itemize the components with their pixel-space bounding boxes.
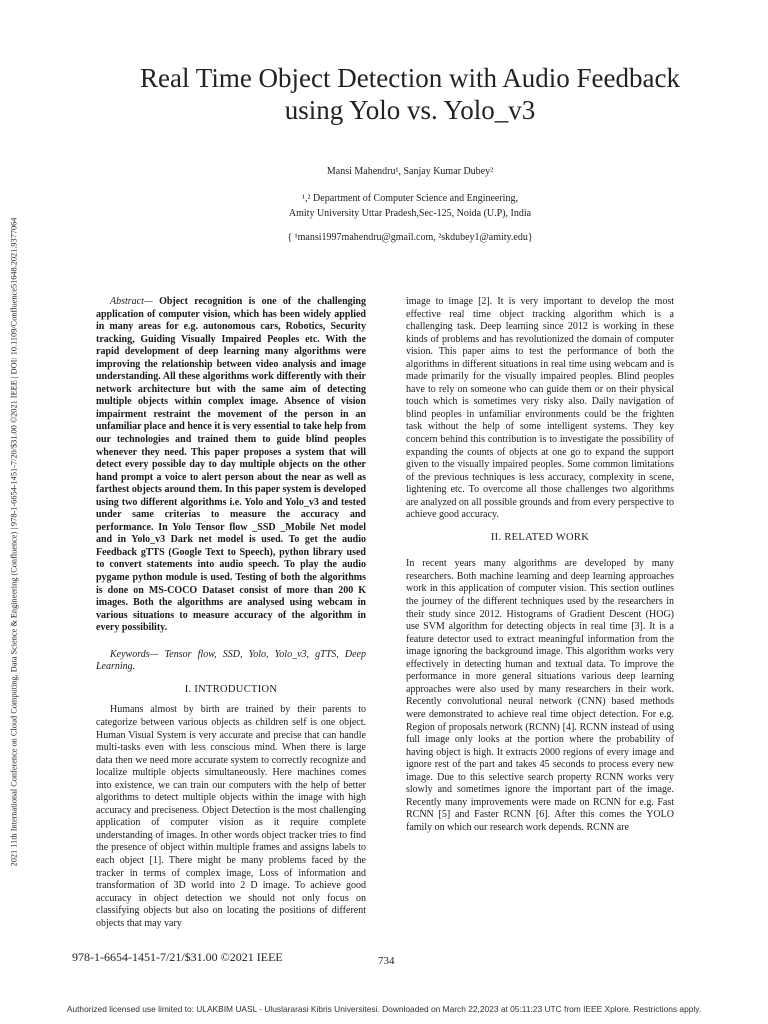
affiliation-dept: ¹,² Department of Computer Science and Engineering,: [302, 193, 518, 204]
doi-sidebar-text: 2021 11th International Conference on Cloud Computing, Data Science & Engineering (Confluence) | 978-1-6654-1451-7/20/$31.00 ©2021 IEEE | DOI: 10.1109/Confluence51648.2021.9377064: [9, 217, 19, 867]
related-work-paragraph: In recent years many algorithms are developed by many researchers. Both machine learning and deep learning approaches work in this application of computer vision. This section outlines the journey of the different techniques used by the researchers in their study since 2012. Histograms of Gradient Descent (HOG) use SVM algorithm for detecting objects in real time [3]. It is a feature detector used to extract meaningful information from the image ignoring the background image. This algorithm works very effectively in detecting human and textual data. To improve the performance in more general situations various deep learning approaches were also used by many researchers in their work. Recently convolutional neural network (CNN) based methods were demonstrated to achieve real time object detection. For e.g. Region of proposals network (RCNN) [4]. RCNN instead of using full image only looks at the portion where the probability of having object is high. It extracts 2000 regions of every image and ignore rest of the part and takes 45 seconds to process every new image. Due to this selective search property RCNN works very slowly and sometimes ignore the important part of the image. Recently many improvements were made on RCNN for e.g. Fast RCNN [5] and Faster RCNN [6]. After this comes the YOLO family on which our research work depends. RCNN are: [406, 558, 674, 833]
footer-isbn: 978-1-6654-1451-7/21/$31.00 ©2021 IEEE: [72, 950, 283, 964]
right-column: [406, 296, 674, 834]
abstract-body: Object recognition is one of the challenging application of computer vision, which has been widely applied in many areas for e.g. autonomous cars, Robotics, Security tracking, Guiding Visually Impaired Peoples etc. With the rapid development of deep learning many algorithms were improving the relationship between video analysis and image understanding. All these algorithms work differently with their network architecture but with the same aim of detecting multiple objects within complex image. Absence of vision impairment restraint the movement of the person in an unfamiliar place and hence it is very essential to take help from our technologies and trained them to guide blind peoples whenever they need. This paper proposes a system that will detect every possible day to day multiple objects on the other hand prompt a voice to alert person about the near as well as farthest objects around them. In this paper system is developed using two different algorithms i.e. Yolo and Yolo_v3 and tested under same criterias to measure the accuracy and performance. In Yolo Tensor flow _SSD _Mobile Net model and in Yolo_v3 Dark net model is used. To get the audio Feedback gTTS (Google Text to Speech), python library used to convert statements into audio speech. To play the audio pygame python module is used. Testing of both the algorithms is done on MS-COCO Dataset consist of more than 200 K images. Both the algorithms are analysed using webcam in various situations to measure accuracy of the algorithm in every possibility.: [96, 296, 366, 634]
license-notice: Authorized licensed use limited to: ULAKBIM UASL - Uluslararasi Kibris Universitesi. Downloaded on March 22,2023 at 05:11:23 UTC from IEEE Xplore. Restrictions apply.: [66, 1004, 702, 1014]
page-number: 734: [378, 955, 395, 967]
col2-paragraph-1: image to image [2]. It is very important to develop the most effective real time object tracking algorithm which is a challenging task. Deep learning since 2012 is working in these kinds of problems and has revolutionized the domain of computer vision. This paper aims to test the performance of both the algorithms in different situations in real time using webcam and is made primarily for the visually impaired peoples. Blind peoples have to rely on someone who can guide them or on their physical touch which is sometimes very risky also. Daily navigation of blind peoples in unfamiliar environments could be the frighten task without the help of some intelligent systems. They key concern behind this contribution is to investigate the possibility of expanding the counts of objects at one go to expand the support given to the visually impaired peoples. Some common limitations of the previous techniques is less accuracy, complexity in scene, lightening etc. To overcome all those challenges two algorithms are analyzed on all possible grounds and from every perspective to achieve good accuracy.: [406, 296, 674, 521]
section-heading-introduction: I. INTRODUCTION: [184, 683, 278, 695]
left-column: [96, 296, 366, 930]
section-heading-related-work: II. RELATED WORK: [490, 531, 590, 543]
introduction-paragraph: Humans almost by birth are trained by their parents to categorize between various objects as children self is one object. Human Visual System is very accurate and precise that can handle multi-tasks even with less conscious mind. When there is large data then we need more accurate system to correctly recognize and localize multiple objects simultaneously. Here machines comes into existence, we can train our computers with the help of better algorithms to detect multiple objects within the image with high accuracy and preciseness. Object Detection is the most challenging application of computer vision as it require complete understanding of images. In other words object tracker tries to find the presence of object within multiple frames and assigns labels to each object [1]. There might be many problems faced by the tracker in terms of complex image, Loss of information and transformation of 3D world into 2 D image. To achieve good accuracy in object detection we should not only focus on classifying objects but also on locating the positions of different objects that may vary: [96, 704, 366, 929]
title-line-2: using Yolo vs. Yolo_v3: [284, 95, 536, 125]
doi-sidebar: [0, 0, 28, 1024]
abstract-label: Abstract—: [110, 296, 160, 307]
affiliation-univ: Amity University Uttar Pradesh,Sec-125, Noida (U.P), India: [288, 208, 532, 219]
authors: Mansi Mahendru¹, Sanjay Kumar Dubey²: [326, 166, 494, 177]
paper-title: [60, 62, 760, 126]
keywords: Keywords— Tensor flow, SSD, Yolo, Yolo_v3, gTTS, Deep Learning.: [96, 648, 366, 673]
author-emails: { ¹mansi1997mahendru@gmail.com, ²skdubey1@amity.edu}: [287, 232, 533, 243]
abstract: [96, 296, 366, 635]
title-line-1: Real Time Object Detection with Audio Feedback: [140, 63, 680, 93]
